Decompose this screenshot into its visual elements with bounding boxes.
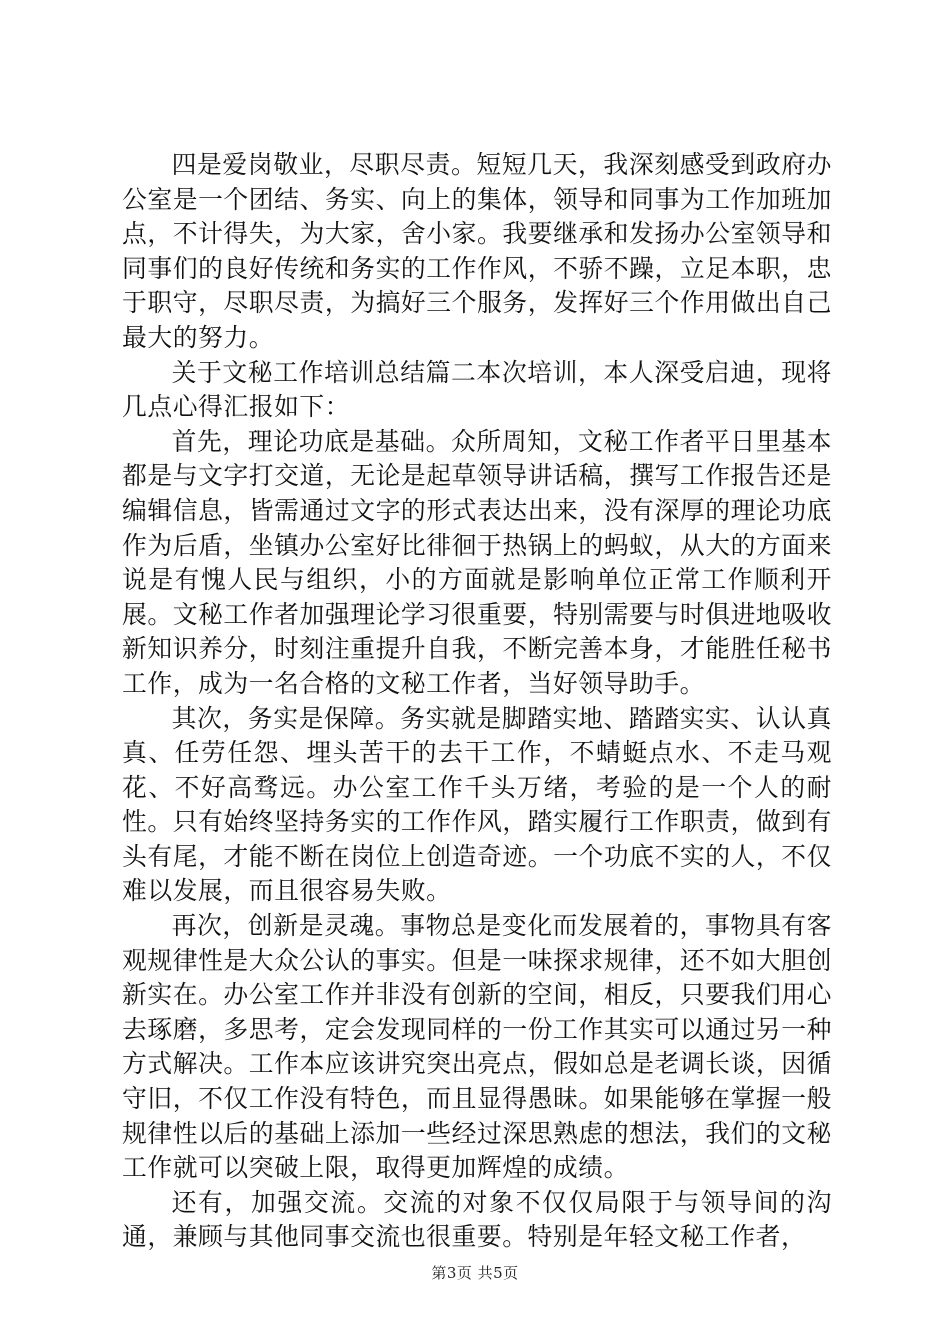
document-body	[122, 148, 832, 1255]
paragraph-training-intro: 关于文秘工作培训总结篇二本次培训，本人深受启迪，现将几点心得汇报如下：	[122, 357, 832, 422]
paragraph-innovation: 再次，创新是灵魂。事物总是变化而发展着的，事物具有客观规律性是大众公认的事实。但是一味探求规律，还不如大胆创新实在。办公室工作并非没有创新的空间，相反，只要我们用心去琢磨，多思考，定会发现同样的一份工作其实可以通过另一种方式解决。工作本应该讲究突出亮点，假如总是老调长谈，因循守旧，不仅工作没有特色，而且显得愚昧。如果能够在掌握一般规律性以后的基础上添加一些经过深思熟虑的想法，我们的文秘工作就可以突破上限，取得更加辉煌的成绩。	[122, 911, 832, 1183]
paragraph-dedication: 四是爱岗敬业，尽职尽责。短短几天，我深刻感受到政府办公室是一个团结、务实、向上的集体，领导和同事为工作加班加点，不计得失，为大家，舍小家。我要继承和发扬办公室领导和同事们的良好传统和务实的工作作风，不骄不躁，立足本职，忠于职守，尽职尽责，为搞好三个服务，发挥好三个作用做出自己最大的努力。	[122, 150, 832, 352]
paragraph-pragmatism: 其次，务实是保障。务实就是脚踏实地、踏踏实实、认认真真、任劳任怨、埋头苦干的去干工作，不蜻蜓点水、不走马观花、不好高骛远。办公室工作千头万绪，考验的是一个人的耐性。只有始终坚持务实的工作作风，踏实履行工作职责，做到有头有尾，才能不断在岗位上创造奇迹。一个功底不实的人，不仅难以发展，而且很容易失败。	[122, 703, 832, 906]
paragraph-communication: 还有，加强交流。交流的对象不仅仅局限于与领导间的沟通，兼顾与其他同事交流也很重要。特别是年轻文秘工作者，	[122, 1187, 832, 1252]
page-number-footer: 第3页 共5页	[431, 1264, 519, 1282]
paragraph-theory-foundation: 首先，理论功底是基础。众所周知，文秘工作者平日里基本都是与文字打交道，无论是起草领导讲话稿，撰写工作报告还是编辑信息，皆需通过文字的形式表达出来，没有深厚的理论功底作为后盾，坐镇办公室好比徘徊于热锅上的蚂蚁，从大的方面来说是有愧人民与组织，小的方面就是影响单位正常工作顺利开展。文秘工作者加强理论学习很重要，特别需要与时俱进地吸收新知识养分，时刻注重提升自我，不断完善本身，才能胜任秘书工作，成为一名合格的文秘工作者，当好领导助手。	[122, 426, 832, 698]
